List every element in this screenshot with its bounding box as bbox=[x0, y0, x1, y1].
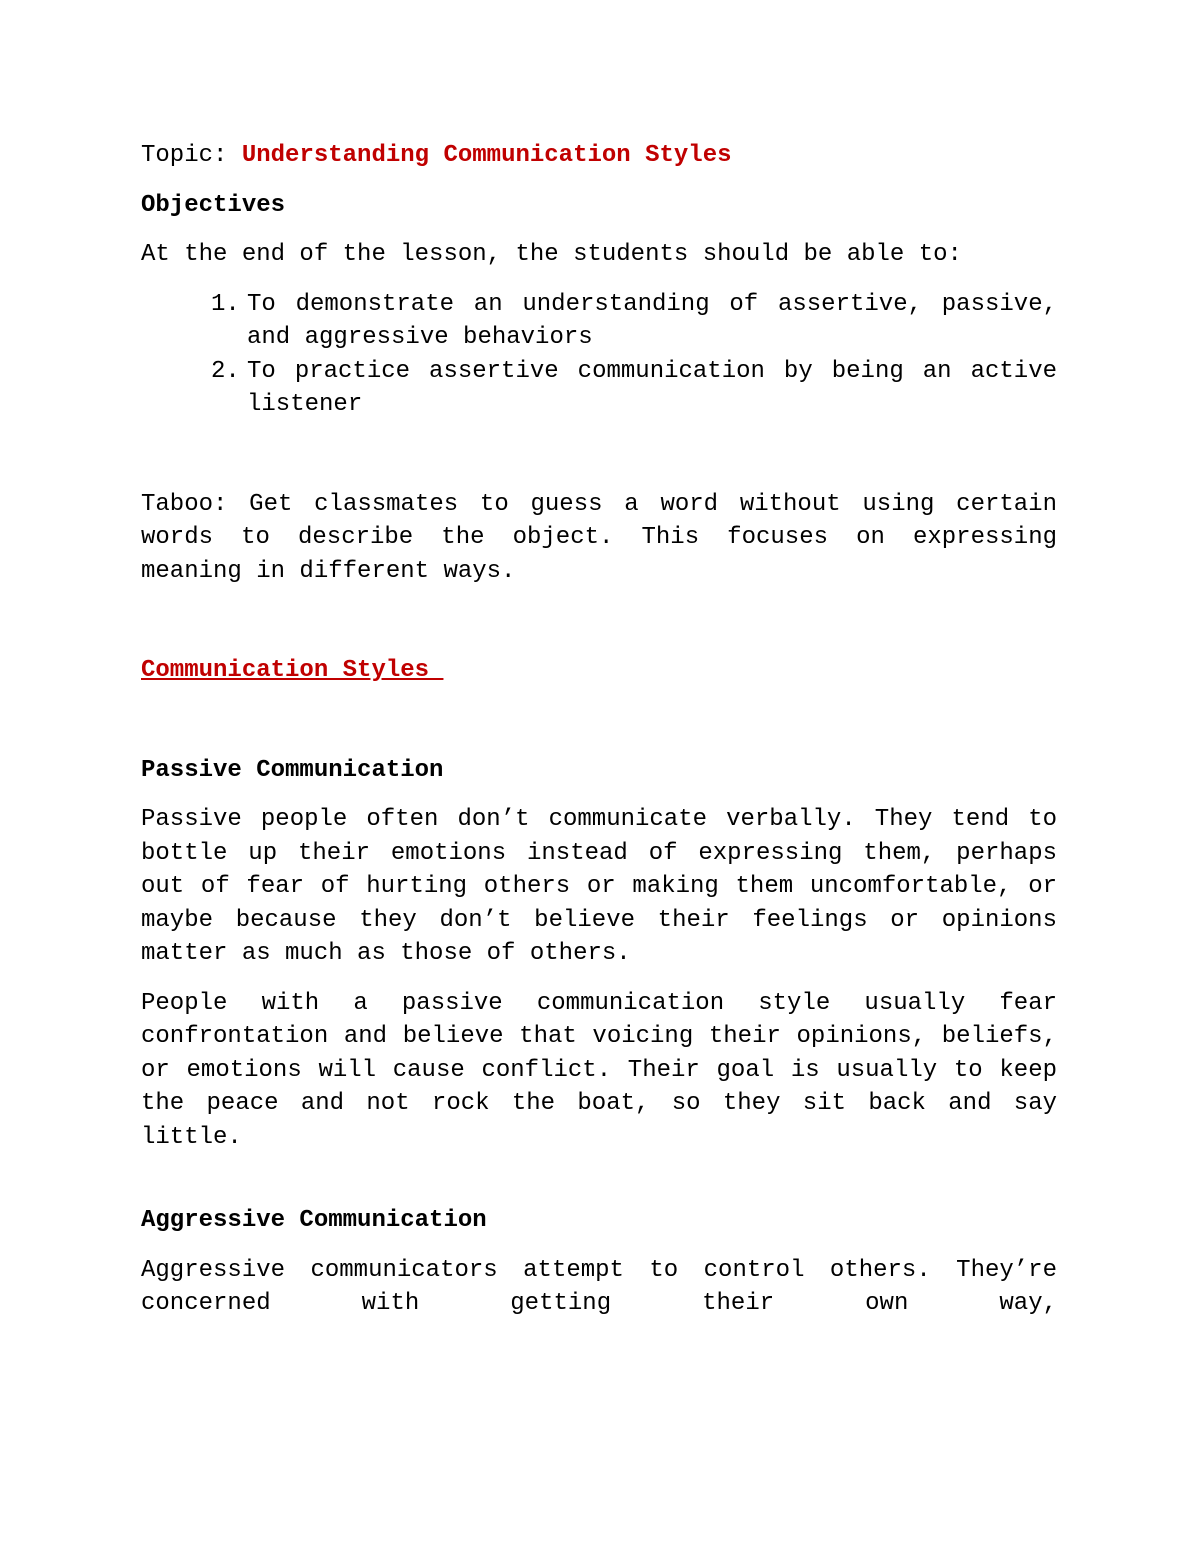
passive-heading: Passive Communication bbox=[141, 756, 444, 784]
objective-number: 1. bbox=[211, 290, 240, 318]
aggressive-heading: Aggressive Communication bbox=[141, 1207, 487, 1234]
section-title: Communication Styles bbox=[141, 657, 444, 684]
passive-paragraph-1: Passive people often don’t communicate verbally. They tend to bottle up their emotions instead of expressing them, perhaps out of fear of hurting others or making them uncomfortable, or maybe because they don’t believe their feelings or opinions matter as much as those of others. bbox=[141, 806, 1057, 967]
objectives-heading: Objectives bbox=[141, 191, 286, 219]
passive-paragraph-2: People with a passive communication style usually fear confrontation and believe that voicing their opinions, beliefs, or emotions will cause conflict. Their goal is usually to keep the peace and not rock the boat, so they sit back and say little. bbox=[141, 989, 1057, 1151]
topic-title: Understanding Communication Styles bbox=[241, 142, 732, 169]
objective-text: To demonstrate an understanding of assertive, passive, and aggressive behaviors bbox=[247, 290, 1057, 351]
topic-line bbox=[141, 139, 1057, 173]
objective-number: 2. bbox=[211, 357, 240, 385]
aggressive-paragraph: Aggressive communicators attempt to control others. They’re concerned with getting their own way, bbox=[141, 1256, 1057, 1317]
objective-item bbox=[211, 355, 1057, 422]
topic-label: Topic: bbox=[141, 142, 228, 169]
taboo-paragraph: Taboo: Get classmates to guess a word without using certain words to describe the object. This focuses on expressing meaning in different ways. bbox=[141, 490, 1057, 585]
objective-item bbox=[211, 288, 1057, 355]
objectives-intro: At the end of the lesson, the students should be able to: bbox=[141, 241, 962, 268]
objectives-list bbox=[211, 288, 1057, 422]
document-body bbox=[141, 139, 1057, 1321]
objective-text: To practice assertive communication by being an active listener bbox=[247, 357, 1057, 418]
